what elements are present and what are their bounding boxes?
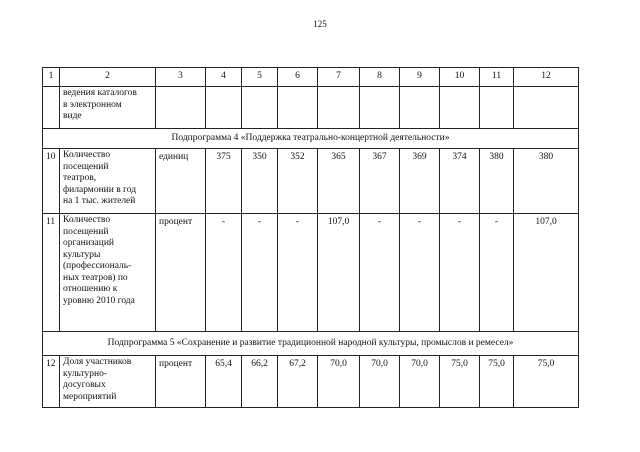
value-cell: - (360, 214, 400, 332)
row-index: 11 (43, 214, 60, 332)
value-cell: - (242, 214, 278, 332)
value-cell: 350 (242, 149, 278, 214)
table-row (43, 214, 579, 332)
header-cell: 12 (514, 68, 579, 87)
header-cell: 7 (318, 68, 360, 87)
value-cell: 70,0 (318, 356, 360, 408)
page-number: 125 (313, 19, 327, 29)
indicators-table (42, 67, 579, 408)
value-cell: - (440, 214, 480, 332)
value-cell: 70,0 (360, 356, 400, 408)
row-name-cell: ведения каталогов в электронном виде (60, 87, 156, 129)
value-cell: 75,0 (440, 356, 480, 408)
value-cell: - (400, 214, 440, 332)
header-cell: 6 (278, 68, 318, 87)
value-cell: - (278, 214, 318, 332)
subprogram-row (43, 332, 579, 356)
value-cell: - (480, 214, 514, 332)
header-cell: 10 (440, 68, 480, 87)
header-cell: 1 (43, 68, 60, 87)
value-cell: 67,2 (278, 356, 318, 408)
subprogram-4-title: Подпрограмма 4 «Поддержка театрально-концертной деятельности» (43, 129, 579, 149)
value-cell: 66,2 (242, 356, 278, 408)
unit-cell: единиц (156, 149, 206, 214)
unit-cell: процент (156, 214, 206, 332)
value-cell: 107,0 (318, 214, 360, 332)
subprogram-5-title: Подпрограмма 5 «Сохранение и развитие традиционной народной культуры, промыслов и ремесел» (43, 332, 579, 356)
subprogram-row (43, 129, 579, 149)
value-cell: 107,0 (514, 214, 579, 332)
value-cell: - (206, 214, 242, 332)
header-cell: 9 (400, 68, 440, 87)
header-cell: 5 (242, 68, 278, 87)
value-cell: 75,0 (480, 356, 514, 408)
header-cell: 3 (156, 68, 206, 87)
unit-cell: процент (156, 356, 206, 408)
value-cell: 365 (318, 149, 360, 214)
value-cell: 352 (278, 149, 318, 214)
value-cell: 65,4 (206, 356, 242, 408)
header-cell: 11 (480, 68, 514, 87)
value-cell: 369 (400, 149, 440, 214)
table-row (43, 149, 579, 214)
table-header-row (43, 68, 579, 87)
table-row-continuation (43, 87, 579, 129)
value-cell: 380 (480, 149, 514, 214)
value-cell: 374 (440, 149, 480, 214)
header-cell: 2 (60, 68, 156, 87)
value-cell: 75,0 (514, 356, 579, 408)
row-name-cell: Доля участников культурно- досуговых мероприятий (60, 356, 156, 408)
header-cell: 4 (206, 68, 242, 87)
header-cell: 8 (360, 68, 400, 87)
row-name-cell: Количество посещений организаций культуры (профессиональ- ных театров) по отношению к уровню 2010 года (60, 214, 156, 332)
row-index: 12 (43, 356, 60, 408)
row-index: 10 (43, 149, 60, 214)
value-cell: 367 (360, 149, 400, 214)
row-name-cell: Количество посещений театров, филармонии в год на 1 тыс. жителей (60, 149, 156, 214)
value-cell: 70,0 (400, 356, 440, 408)
table-row (43, 356, 579, 408)
value-cell: 380 (514, 149, 579, 214)
value-cell: 375 (206, 149, 242, 214)
